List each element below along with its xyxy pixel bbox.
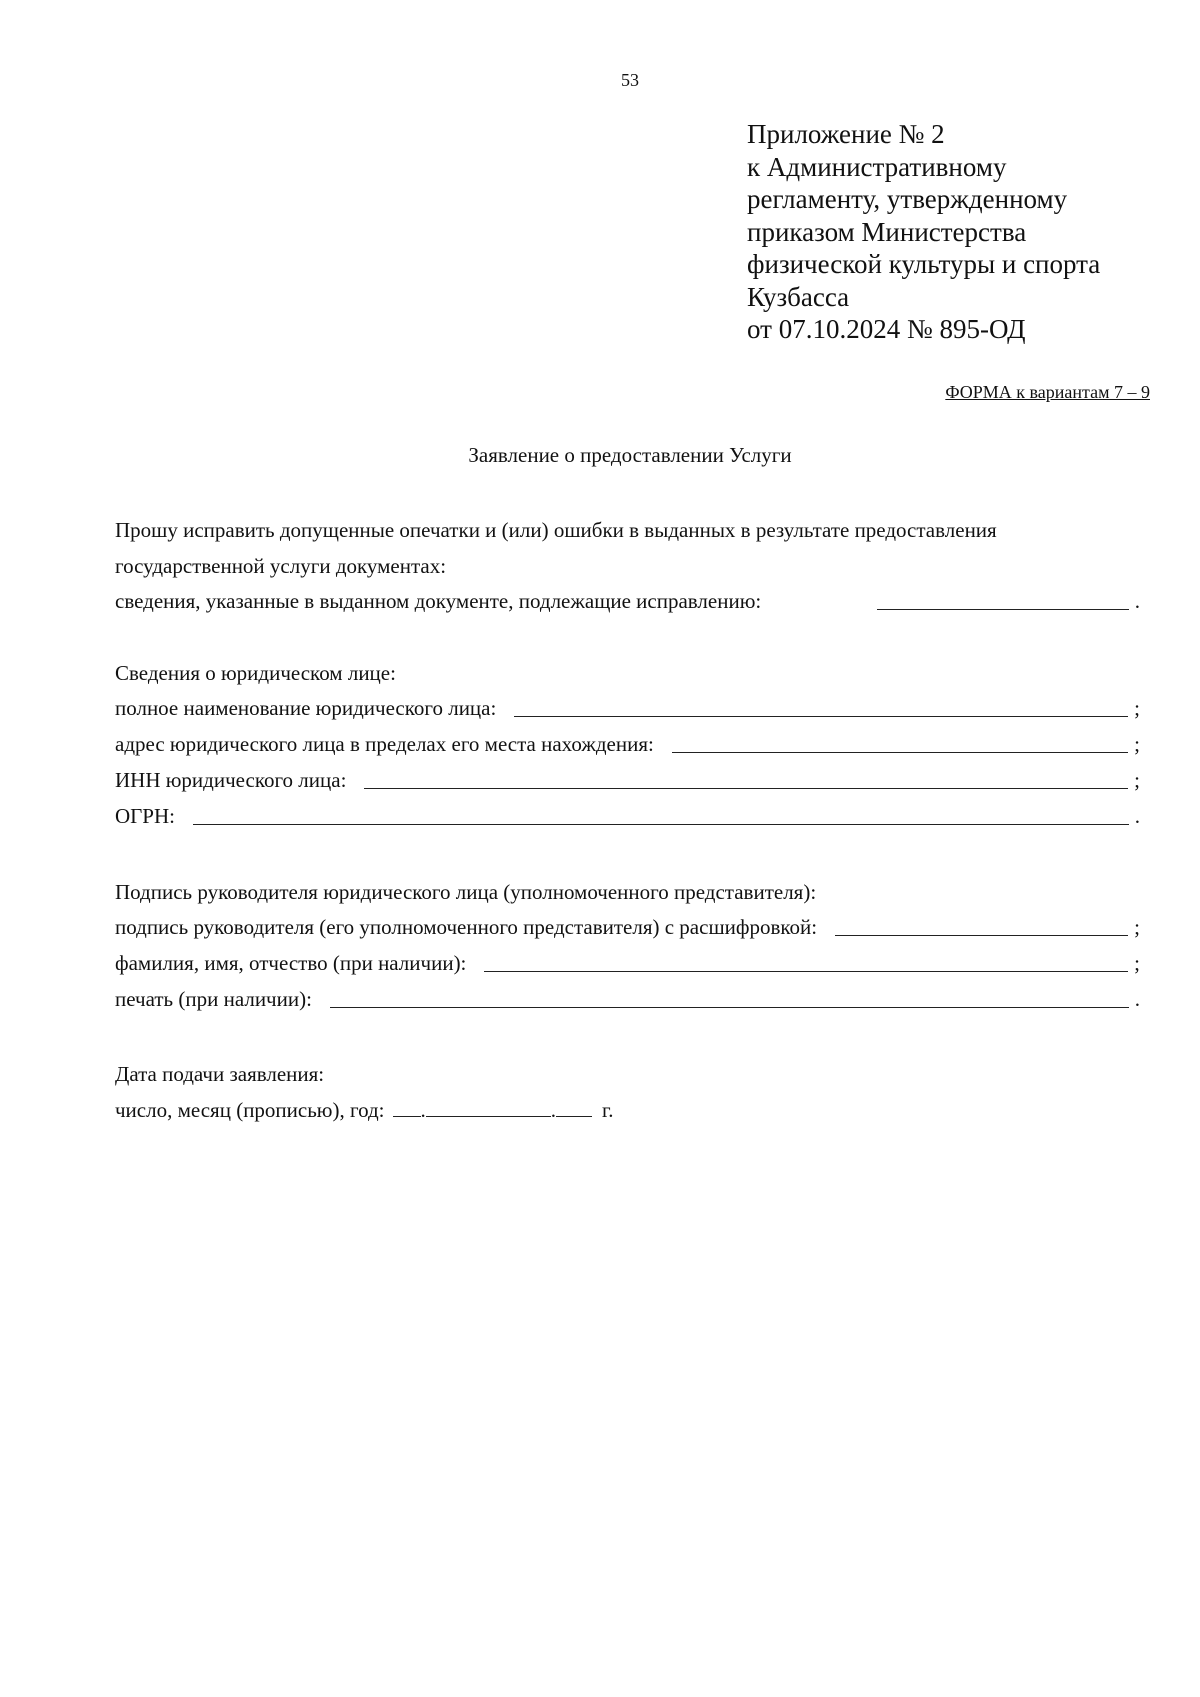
legal-entity-address-end: ; <box>1134 732 1140 756</box>
year-suffix: г. <box>602 1098 614 1122</box>
day-blank-line[interactable] <box>393 1115 421 1117</box>
appendix-block <box>747 118 1167 346</box>
legal-entity-ogrn-label: ОГРН: <box>115 804 175 828</box>
corrections-end: . <box>1134 589 1140 613</box>
form-label: ФОРМА к вариантам 7 – 9 <box>945 382 1150 402</box>
signature-heading: Подпись руководителя юридического лица (уполномоченного представителя): <box>115 880 817 904</box>
legal-entity-name-row <box>115 691 1140 727</box>
date-label: число, месяц (прописью), год: <box>115 1098 385 1122</box>
date-separator: . <box>420 1098 426 1122</box>
stamp-label: печать (при наличии): <box>115 987 312 1011</box>
signature-row <box>115 910 1140 946</box>
signature-label: подпись руководителя (его уполномоченного представителя) с расшифровкой: <box>115 915 818 939</box>
legal-entity-name-label: полное наименование юридического лица: <box>115 696 497 720</box>
appendix-line: регламенту, утвержденному <box>747 184 1068 214</box>
legal-entity-ogrn-blank-line[interactable] <box>193 823 1129 825</box>
page-number: 53 <box>621 70 639 90</box>
full-name-label: фамилия, имя, отчество (при наличии): <box>115 951 467 975</box>
year-blank-line[interactable] <box>556 1115 592 1117</box>
appendix-line: физической культуры и спорта <box>747 249 1101 279</box>
signature-end: ; <box>1134 915 1140 939</box>
legal-entity-address-blank-line[interactable] <box>672 751 1128 753</box>
appendix-line: Приложение № 2 <box>747 119 945 149</box>
legal-entity-address-row <box>115 727 1140 763</box>
legal-entity-heading: Сведения о юридическом лице: <box>115 661 396 685</box>
legal-entity-inn-end: ; <box>1134 768 1140 792</box>
date-row <box>115 1098 614 1123</box>
legal-entity-inn-row <box>115 763 1140 799</box>
document-title: Заявление о предоставлении Услуги <box>468 443 792 467</box>
date-heading: Дата подачи заявления: <box>115 1062 325 1086</box>
stamp-row <box>115 982 1140 1018</box>
corrections-row <box>115 584 1140 620</box>
full-name-row <box>115 946 1140 982</box>
legal-entity-ogrn-end: . <box>1134 804 1140 828</box>
full-name-blank-line[interactable] <box>484 970 1128 972</box>
stamp-blank-line[interactable] <box>330 1006 1129 1008</box>
appendix-line: к Административному <box>747 151 1007 182</box>
legal-entity-inn-blank-line[interactable] <box>364 787 1128 789</box>
request-paragraph: Прошу исправить допущенные опечатки и (или) ошибки в выданных в результате предоставления государственной услуги документах: <box>115 518 997 578</box>
legal-entity-address-label: адрес юридического лица в пределах его места нахождения: <box>115 732 654 756</box>
date-separator: . <box>550 1098 556 1122</box>
signature-blank-line[interactable] <box>835 934 1128 936</box>
appendix-line: Кузбасса <box>747 281 850 312</box>
stamp-end: . <box>1134 987 1140 1011</box>
appendix-line: от 07.10.2024 № 895-ОД <box>747 314 1026 344</box>
legal-entity-ogrn-row <box>115 799 1140 835</box>
corrections-blank-line[interactable] <box>877 608 1129 610</box>
legal-entity-inn-label: ИНН юридического лица: <box>115 768 347 792</box>
corrections-label: сведения, указанные в выданном документе, подлежащие исправлению: <box>115 589 762 613</box>
legal-entity-name-blank-line[interactable] <box>514 715 1128 717</box>
month-blank-line[interactable] <box>426 1115 551 1117</box>
legal-entity-name-end: ; <box>1134 696 1140 720</box>
full-name-end: ; <box>1134 951 1140 975</box>
appendix-line: приказом Министерства <box>747 216 1027 247</box>
